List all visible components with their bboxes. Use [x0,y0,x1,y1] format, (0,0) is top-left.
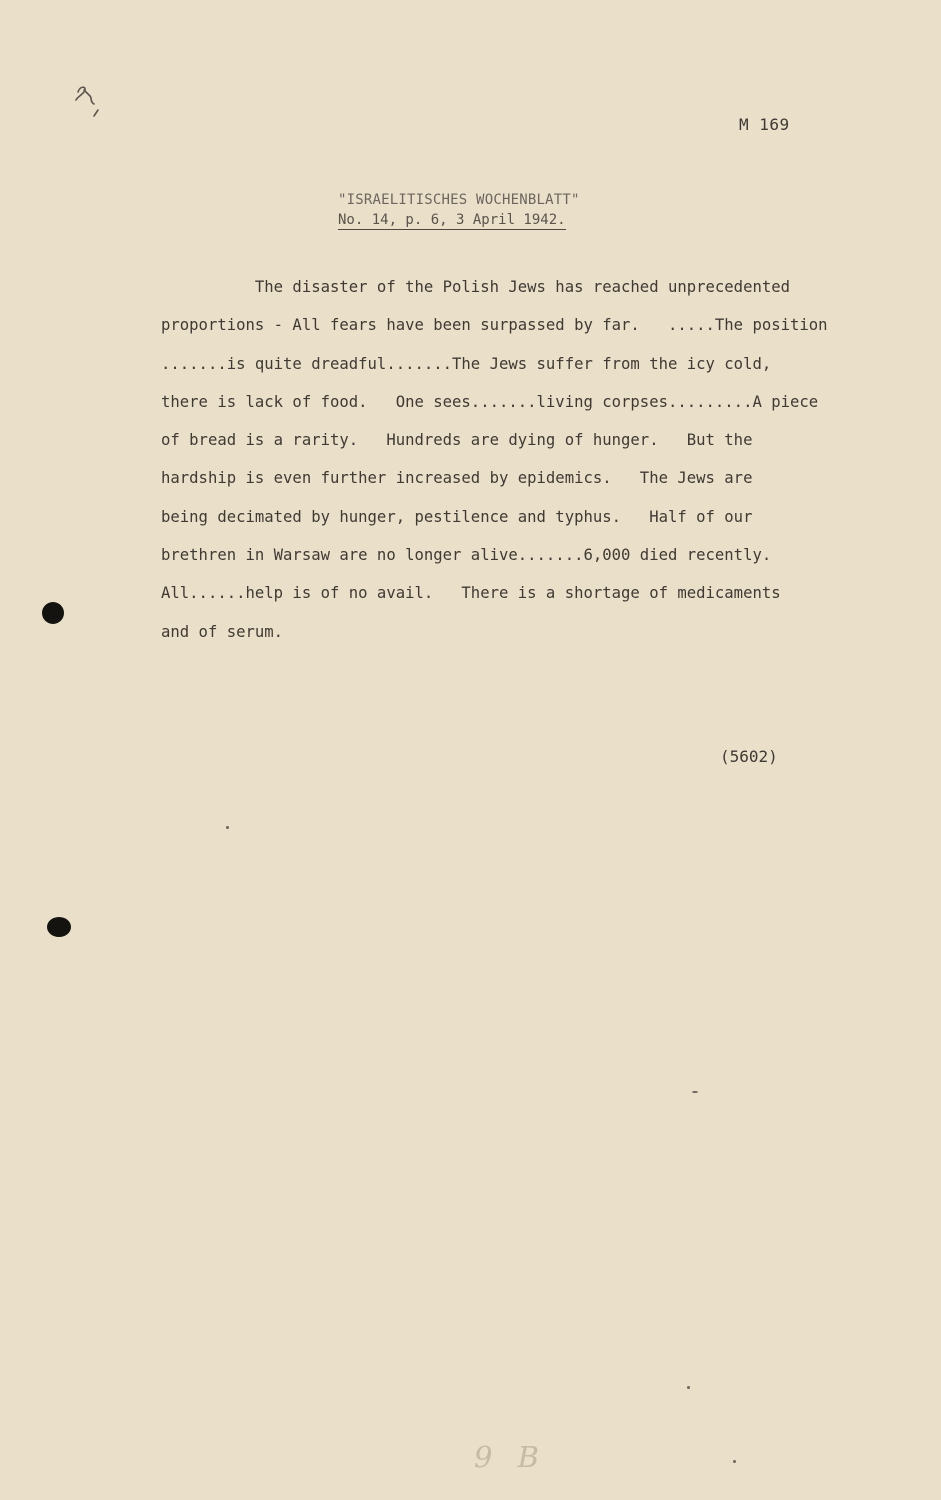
pencil-mark-icon [70,80,106,120]
report-body [161,268,861,651]
reference-code: M 169 [739,115,790,134]
body-line: being decimated by hunger, pestilence and typhus. Half of our [161,507,753,526]
punch-hole-icon [47,917,71,937]
paper-speck [226,826,229,829]
punch-hole-icon [42,602,64,624]
body-line: hardship is even further increased by epidemics. The Jews are [161,469,753,488]
paper-speck [687,1386,690,1389]
handwritten-note: 9 B [474,1440,547,1474]
body-line: proportions - All fears have been surpassed by far. .....The position [161,316,828,335]
paper-speck [692,1091,698,1093]
paper-speck [733,1460,736,1463]
body-line: brethren in Warsaw are no longer alive.......6,000 died recently. [161,546,772,565]
body-line: of bread is a rarity. Hundreds are dying of hunger. But the [161,431,753,450]
document-number: (5602) [720,747,778,766]
body-line: and of serum. [161,622,284,641]
publication-citation: No. 14, p. 6, 3 April 1942. [338,212,566,228]
publication-title: "ISRAELITISCHES WOCHENBLATT" [338,192,580,208]
body-line: .......is quite dreadful.......The Jews suffer from the icy cold, [161,354,772,373]
source-heading [338,192,608,230]
body-line: there is lack of food. One sees.......living corpses.........A piece [161,392,819,411]
body-line: All......help is of no avail. There is a shortage of medicaments [161,584,781,603]
body-line: The disaster of the Polish Jews has reached unprecedented [161,278,791,296]
